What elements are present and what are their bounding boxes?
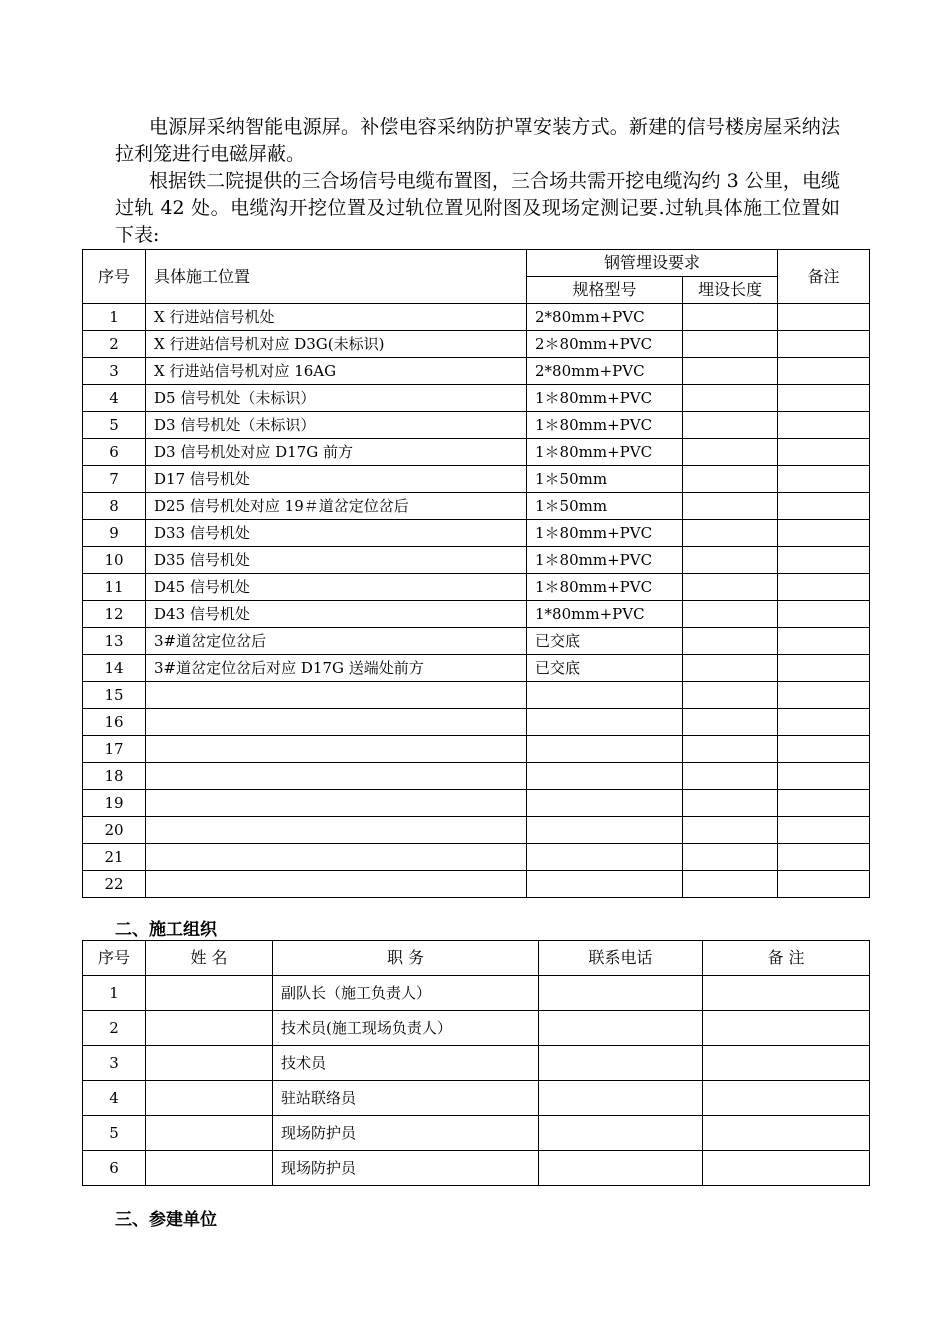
cell-location: 3#道岔定位岔后 <box>146 628 527 655</box>
cell-location <box>146 682 527 709</box>
cell-remark <box>778 412 870 439</box>
cell-length <box>683 439 778 466</box>
cell-no: 4 <box>83 385 146 412</box>
cell-remark <box>778 331 870 358</box>
header-location: 具体施工位置 <box>146 250 527 304</box>
cell-location <box>146 817 527 844</box>
cell-duty: 技术员(施工现场负责人） <box>273 1011 539 1046</box>
cell-length <box>683 358 778 385</box>
cell-remark <box>703 1116 870 1151</box>
table-row <box>83 331 870 358</box>
cell-spec <box>527 709 683 736</box>
cell-phone <box>539 1151 703 1186</box>
cell-length <box>683 547 778 574</box>
cell-spec: 1＊80mm+PVC <box>527 385 683 412</box>
cell-no: 3 <box>83 1046 146 1081</box>
cell-no: 7 <box>83 466 146 493</box>
cell-spec: 1＊80mm+PVC <box>527 520 683 547</box>
header-remark: 备 注 <box>703 941 870 976</box>
cell-no: 12 <box>83 601 146 628</box>
table-row <box>83 358 870 385</box>
cell-remark <box>778 520 870 547</box>
table-row <box>83 304 870 331</box>
cell-length <box>683 412 778 439</box>
cell-no: 19 <box>83 790 146 817</box>
table-row <box>83 1081 870 1116</box>
cell-location: D33 信号机处 <box>146 520 527 547</box>
cell-location <box>146 763 527 790</box>
cell-no: 10 <box>83 547 146 574</box>
cell-spec <box>527 844 683 871</box>
cell-name <box>146 1081 273 1116</box>
cell-spec: 2*80mm+PVC <box>527 304 683 331</box>
paragraph-power-screen: 电源屏采纳智能电源屏。补偿电容采纳防护罩安装方式。新建的信号楼房屋采纳法拉利笼进行电磁屏蔽。 <box>115 116 840 165</box>
cell-remark <box>778 358 870 385</box>
cell-no: 2 <box>83 1011 146 1046</box>
cell-remark <box>778 871 870 898</box>
cell-remark <box>778 736 870 763</box>
cell-remark <box>778 493 870 520</box>
crossing-location-table <box>82 249 870 898</box>
cell-remark <box>703 1081 870 1116</box>
cell-duty: 副队长（施工负责人） <box>273 976 539 1011</box>
cell-spec: 1＊80mm+PVC <box>527 574 683 601</box>
header-name: 姓 名 <box>146 941 273 976</box>
cell-location: D3 信号机处（未标识） <box>146 412 527 439</box>
table-row <box>83 1011 870 1046</box>
header-spec: 规格型号 <box>527 277 683 304</box>
paragraph-cable-trench: 根据铁二院提供的三合场信号电缆布置图，三合场共需开挖电缆沟约 3 公里，电缆过轨 42 处。电缆沟开挖位置及过轨位置见附图及现场定测记要.过轨具体施工位置如下表: <box>115 170 840 246</box>
cell-remark <box>778 574 870 601</box>
cell-spec: 2＊80mm+PVC <box>527 331 683 358</box>
cell-no: 5 <box>83 412 146 439</box>
table-row <box>83 817 870 844</box>
table-row <box>83 628 870 655</box>
cell-spec <box>527 763 683 790</box>
cell-spec: 已交底 <box>527 655 683 682</box>
cell-no: 1 <box>83 976 146 1011</box>
cell-location: X 行进站信号机处 <box>146 304 527 331</box>
cell-remark <box>778 682 870 709</box>
cell-name <box>146 1151 273 1186</box>
cell-duty: 现场防护员 <box>273 1151 539 1186</box>
cell-length <box>683 601 778 628</box>
cell-location: X 行进站信号机对应 D3G(未标识) <box>146 331 527 358</box>
cell-no: 14 <box>83 655 146 682</box>
table-row <box>83 601 870 628</box>
cell-length <box>683 817 778 844</box>
header-no: 序号 <box>83 250 146 304</box>
cell-location <box>146 871 527 898</box>
cell-length <box>683 763 778 790</box>
cell-spec <box>527 682 683 709</box>
table-row <box>83 655 870 682</box>
cell-no: 6 <box>83 1151 146 1186</box>
cell-no: 15 <box>83 682 146 709</box>
header-remark: 备注 <box>778 250 870 304</box>
cell-name <box>146 1116 273 1151</box>
cell-remark <box>778 601 870 628</box>
cell-spec: 1*80mm+PVC <box>527 601 683 628</box>
cell-location: X 行进站信号机对应 16AG <box>146 358 527 385</box>
cell-length <box>683 385 778 412</box>
cell-location: D5 信号机处（未标识） <box>146 385 527 412</box>
cell-remark <box>778 439 870 466</box>
cell-duty: 驻站联络员 <box>273 1081 539 1116</box>
table-row <box>83 466 870 493</box>
cell-length <box>683 574 778 601</box>
cell-phone <box>539 1116 703 1151</box>
cell-length <box>683 331 778 358</box>
cell-spec <box>527 817 683 844</box>
cell-no: 8 <box>83 493 146 520</box>
cell-duty: 现场防护员 <box>273 1116 539 1151</box>
cell-spec: 1＊50mm <box>527 466 683 493</box>
cell-location: D35 信号机处 <box>146 547 527 574</box>
cell-no: 4 <box>83 1081 146 1116</box>
table-row <box>83 871 870 898</box>
cell-length <box>683 682 778 709</box>
cell-length <box>683 790 778 817</box>
cell-no: 18 <box>83 763 146 790</box>
cell-remark <box>778 844 870 871</box>
cell-phone <box>539 1081 703 1116</box>
cell-remark <box>778 709 870 736</box>
cell-remark <box>778 817 870 844</box>
table-row <box>83 520 870 547</box>
cell-no: 17 <box>83 736 146 763</box>
cell-location <box>146 736 527 763</box>
cell-spec <box>527 871 683 898</box>
cell-location <box>146 844 527 871</box>
table-row <box>83 709 870 736</box>
cell-no: 21 <box>83 844 146 871</box>
cell-remark <box>778 790 870 817</box>
cell-no: 11 <box>83 574 146 601</box>
cell-duty: 技术员 <box>273 1046 539 1081</box>
cell-spec: 已交底 <box>527 628 683 655</box>
cell-remark <box>778 304 870 331</box>
table-row <box>83 385 870 412</box>
table-row <box>83 547 870 574</box>
table-row <box>83 844 870 871</box>
cell-location: D45 信号机处 <box>146 574 527 601</box>
cell-no: 5 <box>83 1116 146 1151</box>
cell-remark <box>703 1046 870 1081</box>
cell-location <box>146 709 527 736</box>
cell-remark <box>703 1011 870 1046</box>
cell-location: D17 信号机处 <box>146 466 527 493</box>
cell-length <box>683 844 778 871</box>
table-row <box>83 574 870 601</box>
cell-location: D3 信号机处对应 D17G 前方 <box>146 439 527 466</box>
cell-no: 13 <box>83 628 146 655</box>
cell-spec: 2*80mm+PVC <box>527 358 683 385</box>
header-length: 埋设长度 <box>683 277 778 304</box>
cell-no: 9 <box>83 520 146 547</box>
cell-length <box>683 304 778 331</box>
cell-no: 22 <box>83 871 146 898</box>
table-row <box>83 493 870 520</box>
cell-remark <box>703 1151 870 1186</box>
cell-length <box>683 655 778 682</box>
table-row <box>83 682 870 709</box>
cell-no: 3 <box>83 358 146 385</box>
cell-length <box>683 871 778 898</box>
cell-remark <box>778 763 870 790</box>
cell-spec: 1＊80mm+PVC <box>527 439 683 466</box>
table-row <box>83 976 870 1011</box>
cell-name <box>146 1046 273 1081</box>
table-row <box>83 763 870 790</box>
section-title-units: 三、参建单位 <box>115 1210 217 1230</box>
table-row <box>83 439 870 466</box>
section-title-organization: 二、施工组织 <box>115 920 217 940</box>
cell-location: D43 信号机处 <box>146 601 527 628</box>
cell-remark <box>778 547 870 574</box>
cell-length <box>683 493 778 520</box>
cell-name <box>146 976 273 1011</box>
cell-remark <box>778 385 870 412</box>
cell-remark <box>778 628 870 655</box>
cell-no: 16 <box>83 709 146 736</box>
cell-spec <box>527 736 683 763</box>
cell-spec: 1＊80mm+PVC <box>527 412 683 439</box>
cell-location: 3#道岔定位岔后对应 D17G 送端处前方 <box>146 655 527 682</box>
cell-location <box>146 790 527 817</box>
cell-no: 1 <box>83 304 146 331</box>
cell-length <box>683 466 778 493</box>
cell-remark <box>778 466 870 493</box>
cell-no: 6 <box>83 439 146 466</box>
cell-no: 20 <box>83 817 146 844</box>
cell-spec: 1＊50mm <box>527 493 683 520</box>
table-row <box>83 1046 870 1081</box>
header-duty: 职 务 <box>273 941 539 976</box>
header-no: 序号 <box>83 941 146 976</box>
cell-spec: 1＊80mm+PVC <box>527 547 683 574</box>
cell-length <box>683 709 778 736</box>
cell-remark <box>703 976 870 1011</box>
cell-name <box>146 1011 273 1046</box>
cell-spec <box>527 790 683 817</box>
cell-location: D25 信号机处对应 19＃道岔定位岔后 <box>146 493 527 520</box>
cell-phone <box>539 1046 703 1081</box>
cell-length <box>683 520 778 547</box>
cell-phone <box>539 1011 703 1046</box>
cell-length <box>683 628 778 655</box>
cell-length <box>683 736 778 763</box>
cell-no: 2 <box>83 331 146 358</box>
header-phone: 联系电话 <box>539 941 703 976</box>
table-row <box>83 736 870 763</box>
table-row <box>83 790 870 817</box>
header-pipe-requirement: 钢管埋设要求 <box>527 250 778 277</box>
cell-phone <box>539 976 703 1011</box>
organization-table <box>82 940 870 1186</box>
table-row <box>83 412 870 439</box>
table-row <box>83 1116 870 1151</box>
table-row <box>83 1151 870 1186</box>
cell-remark <box>778 655 870 682</box>
